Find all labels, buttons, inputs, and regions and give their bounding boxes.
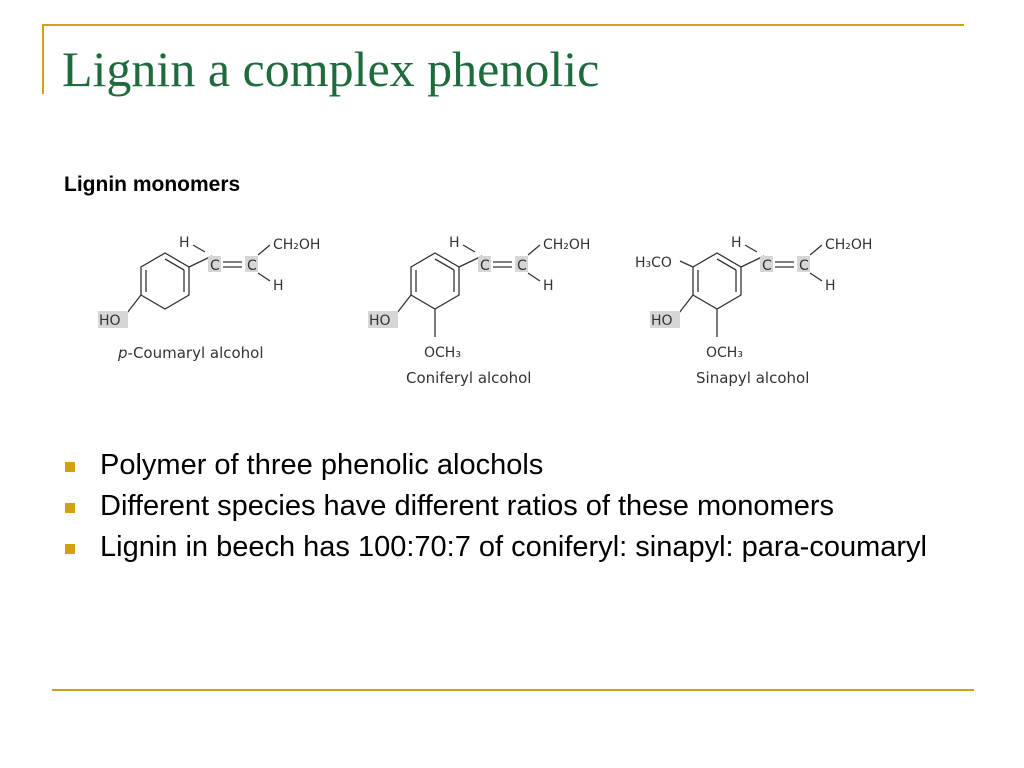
- ch2oh-label: CH₂OH: [543, 237, 591, 253]
- ho-label: HO: [651, 313, 673, 329]
- carbon-label: C: [799, 258, 809, 274]
- h3co-label: H₃CO: [635, 255, 672, 271]
- p-coumaryl-alcohol-structure: [98, 235, 320, 362]
- list-item: [62, 530, 942, 565]
- h-label: H: [179, 235, 190, 251]
- bullet-list: [62, 448, 942, 571]
- page-title: Lignin a complex phenolic: [62, 41, 600, 97]
- subtitle: Lignin monomers: [64, 173, 241, 196]
- list-item: [62, 448, 942, 483]
- och3-label: OCH₃: [706, 345, 743, 361]
- coniferyl-alcohol-structure: [368, 235, 590, 387]
- h-label: H: [825, 278, 836, 294]
- sinapyl-alcohol-structure: [635, 235, 872, 387]
- square-bullet-icon: [65, 462, 75, 472]
- h-label: H: [543, 278, 554, 294]
- frame-left-rule: [42, 24, 44, 94]
- frame-top-rule: [42, 24, 964, 26]
- bullet-text: Different species have different ratios of these monomers: [100, 490, 834, 522]
- ho-label: HO: [369, 313, 391, 329]
- ch2oh-label: CH₂OH: [825, 237, 873, 253]
- frame-bottom-rule: [52, 689, 974, 691]
- h-label: H: [449, 235, 460, 251]
- carbon-label: C: [517, 258, 527, 274]
- ch2oh-label: CH₂OH: [273, 237, 321, 253]
- monomer-name: Coniferyl alcohol: [406, 369, 532, 387]
- bullet-text: Polymer of three phenolic alochols: [100, 449, 544, 481]
- lignin-monomers-figure: [90, 225, 890, 400]
- carbon-label: C: [210, 258, 220, 274]
- och3-label: OCH₃: [424, 345, 461, 361]
- carbon-label: C: [762, 258, 772, 274]
- bullet-text: Lignin in beech has 100:70:7 of coniferyl: sinapyl: para-coumaryl: [100, 531, 927, 563]
- h-label: H: [731, 235, 742, 251]
- h-label: H: [273, 278, 284, 294]
- monomer-name: p-Coumaryl alcohol: [118, 344, 264, 362]
- monomer-name: Sinapyl alcohol: [696, 369, 810, 387]
- list-item: [62, 489, 942, 524]
- square-bullet-icon: [65, 544, 75, 554]
- ho-label: HO: [99, 313, 121, 329]
- square-bullet-icon: [65, 503, 75, 513]
- carbon-label: C: [480, 258, 490, 274]
- carbon-label: C: [247, 258, 257, 274]
